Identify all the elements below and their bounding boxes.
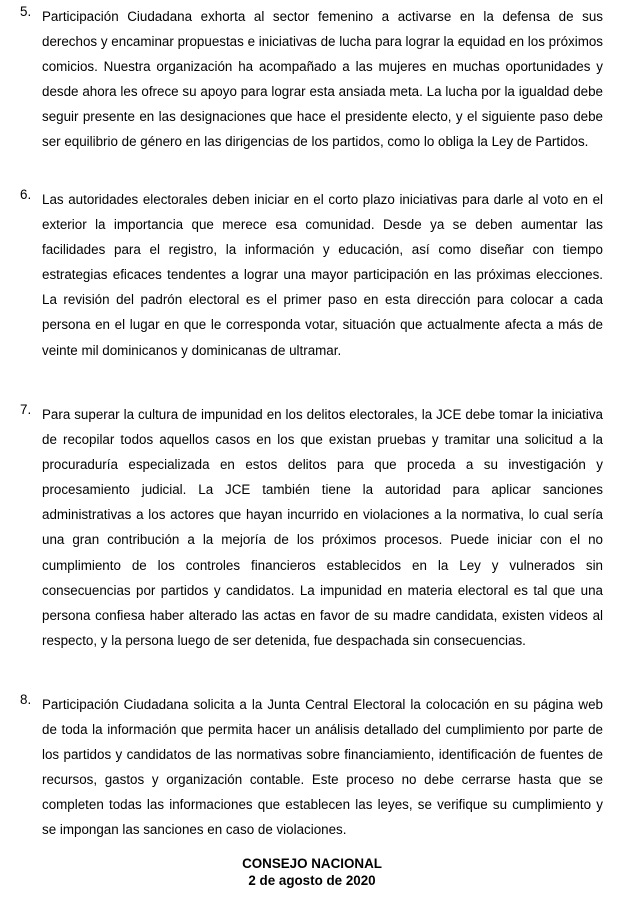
item-paragraph: Para superar la cultura de impunidad en los delitos electorales, la JCE debe tomar la iniciativa de recopilar todos aquellos casos en los que existan pruebas y tramitar una solicitud a la procuraduría especializada en estos delitos para que proceda a su investigación y procesamiento judicial. La JCE también tiene la autoridad para aplicar sanciones administrativas a los actores que hayan incurrido en violaciones a la normativa, lo cual sería una gran contribución a la mejoría de los próximos procesos. Puede iniciar con el no cumplimiento de los controles financieros establecidos en la Ley y vulnerados sin consecuencias por partidos y candidatos. La impunidad en materia electoral es tal que una persona confiesa haber alterado las actas en favor de su madre candidata, existen videos al respecto, y la persona luego de ser detenida, fue despachada sin consecuencias.: [42, 407, 603, 648]
item-number: 7.: [20, 402, 32, 417]
item-number: 8.: [20, 692, 32, 707]
item-number: 5.: [20, 4, 32, 19]
item-number: 6.: [20, 187, 32, 202]
list-item-6: [20, 187, 605, 363]
list-item-5: [20, 4, 605, 155]
signature-block: [0, 855, 624, 889]
signature-organization: CONSEJO NACIONAL: [242, 856, 382, 871]
list-item-7: [20, 402, 605, 653]
item-paragraph: Participación Ciudadana exhorta al sector femenino a activarse en la defensa de sus derechos y encaminar propuestas e iniciativas de lucha para lograr la equidad en los próximos comicios. Nuestra organización ha acompañado a las mujeres en muchas oportunidades y desde ahora les ofrece su apoyo para lograr esta ansiada meta. La lucha por la igualdad debe seguir presente en las designaciones que hace el presidente electo, y el siguiente paso debe ser equilibrio de género en las dirigencias de los partidos, como lo obliga la Ley de Partidos.: [42, 9, 603, 150]
signature-date: 2 de agosto de 2020: [248, 873, 376, 888]
item-paragraph: Las autoridades electorales deben iniciar en el corto plazo iniciativas para darle al voto en el exterior la importancia que merece esa comunidad. Desde ya se deben aumentar las facilidades para el registro, la información y educación, así como diseñar con tiempo estrategias eficaces tendentes a lograr una mayor participación en las próximas elecciones. La revisión del padrón electoral es el primer paso en esta dirección para colocar a cada persona en el lugar en que le corresponda votar, situación que actualmente afecta a más de veinte mil dominicanos y dominicanas de ultramar.: [42, 192, 603, 358]
list-item-8: [20, 692, 605, 843]
item-paragraph: Participación Ciudadana solicita a la Junta Central Electoral la colocación en su página web de toda la información que permita hacer un análisis detallado del cumplimiento por parte de los partidos y candidatos de las normativas sobre financiamiento, identificación de fuentes de recursos, gastos y organización contable. Este proceso no debe cerrarse hasta que se completen todas las informaciones que establecen las leyes, se verifique su cumplimiento y se impongan las sanciones en caso de violaciones.: [42, 697, 603, 838]
